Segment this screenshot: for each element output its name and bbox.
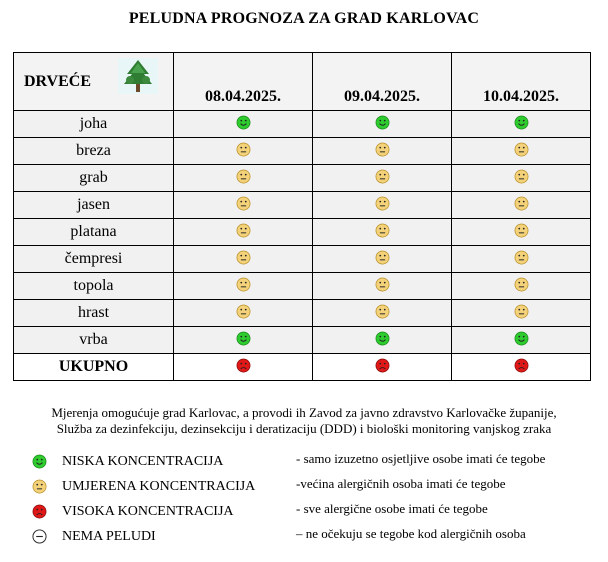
level-cell bbox=[452, 165, 591, 192]
yellow-neutral-face-icon bbox=[514, 223, 529, 238]
level-cell bbox=[174, 138, 313, 165]
yellow-neutral-face-icon bbox=[32, 479, 47, 494]
yellow-neutral-face-icon bbox=[375, 304, 390, 319]
table-row bbox=[14, 300, 591, 327]
level-cell bbox=[174, 327, 313, 354]
tree-name-cell: platana bbox=[14, 219, 174, 246]
level-cell bbox=[452, 192, 591, 219]
legend-label: UMJERENA KONCENTRACIJA bbox=[62, 479, 256, 494]
info-line-2: Služba za dezinfekciju, dezinsekciju i deratizaciju (DDD) i biološki monitoring vanjskog zraka bbox=[56, 421, 552, 436]
legend bbox=[30, 448, 590, 548]
yellow-neutral-face-icon bbox=[514, 304, 529, 319]
table-header-row bbox=[14, 53, 591, 111]
yellow-neutral-face-icon bbox=[236, 196, 251, 211]
date-header-1: 08.04.2025. bbox=[174, 53, 313, 111]
yellow-neutral-face-icon bbox=[236, 142, 251, 157]
green-smiley-icon bbox=[514, 115, 529, 130]
green-smiley-icon bbox=[514, 331, 529, 346]
level-cell bbox=[174, 219, 313, 246]
category-label: DRVEĆE bbox=[24, 73, 91, 90]
yellow-neutral-face-icon bbox=[514, 142, 529, 157]
level-cell bbox=[452, 138, 591, 165]
green-smiley-icon bbox=[236, 331, 251, 346]
yellow-neutral-face-icon bbox=[514, 169, 529, 184]
level-cell bbox=[313, 327, 452, 354]
date-header-2: 09.04.2025. bbox=[313, 53, 452, 111]
level-cell bbox=[313, 246, 452, 273]
total-level-cell bbox=[452, 354, 591, 381]
level-cell bbox=[313, 138, 452, 165]
table-row bbox=[14, 246, 591, 273]
total-row bbox=[14, 354, 591, 381]
green-smiley-icon bbox=[375, 115, 390, 130]
level-cell bbox=[174, 192, 313, 219]
table-row bbox=[14, 327, 591, 354]
info-text bbox=[0, 405, 608, 437]
yellow-neutral-face-icon bbox=[375, 142, 390, 157]
yellow-neutral-face-icon bbox=[514, 277, 529, 292]
table-row bbox=[14, 165, 591, 192]
yellow-neutral-face-icon bbox=[375, 223, 390, 238]
yellow-neutral-face-icon bbox=[236, 250, 251, 265]
red-frowning-face-icon bbox=[375, 358, 390, 373]
legend-item bbox=[30, 473, 590, 498]
date-header-3: 10.04.2025. bbox=[452, 53, 591, 111]
legend-description: - samo izuzetno osjetljive osobe imati će tegobe bbox=[296, 451, 546, 466]
yellow-neutral-face-icon bbox=[375, 196, 390, 211]
level-cell bbox=[313, 300, 452, 327]
legend-item bbox=[30, 498, 590, 523]
yellow-neutral-face-icon bbox=[375, 277, 390, 292]
yellow-neutral-face-icon bbox=[375, 169, 390, 184]
green-smiley-icon bbox=[32, 454, 47, 469]
legend-description: -većina alergičnih osoba imati će tegobe bbox=[296, 476, 506, 491]
tree-name-cell: joha bbox=[14, 111, 174, 138]
table-row bbox=[14, 192, 591, 219]
yellow-neutral-face-icon bbox=[236, 277, 251, 292]
level-cell bbox=[174, 246, 313, 273]
level-cell bbox=[452, 219, 591, 246]
level-cell bbox=[452, 300, 591, 327]
level-cell bbox=[313, 111, 452, 138]
table-row bbox=[14, 138, 591, 165]
info-line-1: Mjerenja omogućuje grad Karlovac, a provodi ih Zavod za javno zdravstvo Karlovačke županije, bbox=[51, 405, 557, 420]
yellow-neutral-face-icon bbox=[514, 196, 529, 211]
tree-name-cell: jasen bbox=[14, 192, 174, 219]
yellow-neutral-face-icon bbox=[236, 169, 251, 184]
category-header-cell bbox=[14, 53, 174, 111]
red-frowning-face-icon bbox=[32, 504, 47, 519]
green-smiley-icon bbox=[236, 115, 251, 130]
level-cell bbox=[452, 246, 591, 273]
legend-item bbox=[30, 448, 590, 473]
level-cell bbox=[313, 165, 452, 192]
legend-description: - sve alergične osobe imati će tegobe bbox=[296, 501, 488, 516]
tree-name-cell: breza bbox=[14, 138, 174, 165]
pollen-forecast-table bbox=[13, 52, 591, 381]
legend-icon bbox=[32, 477, 47, 495]
legend-label: NISKA KONCENTRACIJA bbox=[62, 454, 224, 469]
tree-name-cell: topola bbox=[14, 273, 174, 300]
legend-label: VISOKA KONCENTRACIJA bbox=[62, 504, 234, 519]
table-row bbox=[14, 219, 591, 246]
tree-name-cell: grab bbox=[14, 165, 174, 192]
level-cell bbox=[174, 273, 313, 300]
minus-circle-icon bbox=[32, 529, 47, 544]
tree-name-cell: vrba bbox=[14, 327, 174, 354]
tree-name-cell: čempresi bbox=[14, 246, 174, 273]
level-cell bbox=[313, 273, 452, 300]
table-row bbox=[14, 273, 591, 300]
tree-icon bbox=[118, 58, 158, 94]
legend-icon bbox=[32, 527, 47, 545]
red-frowning-face-icon bbox=[236, 358, 251, 373]
red-frowning-face-icon bbox=[514, 358, 529, 373]
yellow-neutral-face-icon bbox=[375, 250, 390, 265]
total-level-cell bbox=[313, 354, 452, 381]
level-cell bbox=[313, 219, 452, 246]
tree-name-cell: hrast bbox=[14, 300, 174, 327]
yellow-neutral-face-icon bbox=[514, 250, 529, 265]
legend-icon bbox=[32, 502, 47, 520]
yellow-neutral-face-icon bbox=[236, 304, 251, 319]
level-cell bbox=[174, 111, 313, 138]
level-cell bbox=[313, 192, 452, 219]
table-row bbox=[14, 111, 591, 138]
level-cell bbox=[452, 327, 591, 354]
legend-item bbox=[30, 523, 590, 548]
page-title: PELUDNA PROGNOZA ZA GRAD KARLOVAC bbox=[128, 10, 480, 27]
total-label: UKUPNO bbox=[14, 354, 174, 381]
legend-icon bbox=[32, 452, 47, 470]
level-cell bbox=[452, 273, 591, 300]
level-cell bbox=[452, 111, 591, 138]
total-level-cell bbox=[174, 354, 313, 381]
legend-description: – ne očekuju se tegobe kod alergičnih osoba bbox=[296, 526, 526, 541]
green-smiley-icon bbox=[375, 331, 390, 346]
level-cell bbox=[174, 165, 313, 192]
legend-label: NEMA PELUDI bbox=[62, 529, 156, 544]
yellow-neutral-face-icon bbox=[236, 223, 251, 238]
level-cell bbox=[174, 300, 313, 327]
